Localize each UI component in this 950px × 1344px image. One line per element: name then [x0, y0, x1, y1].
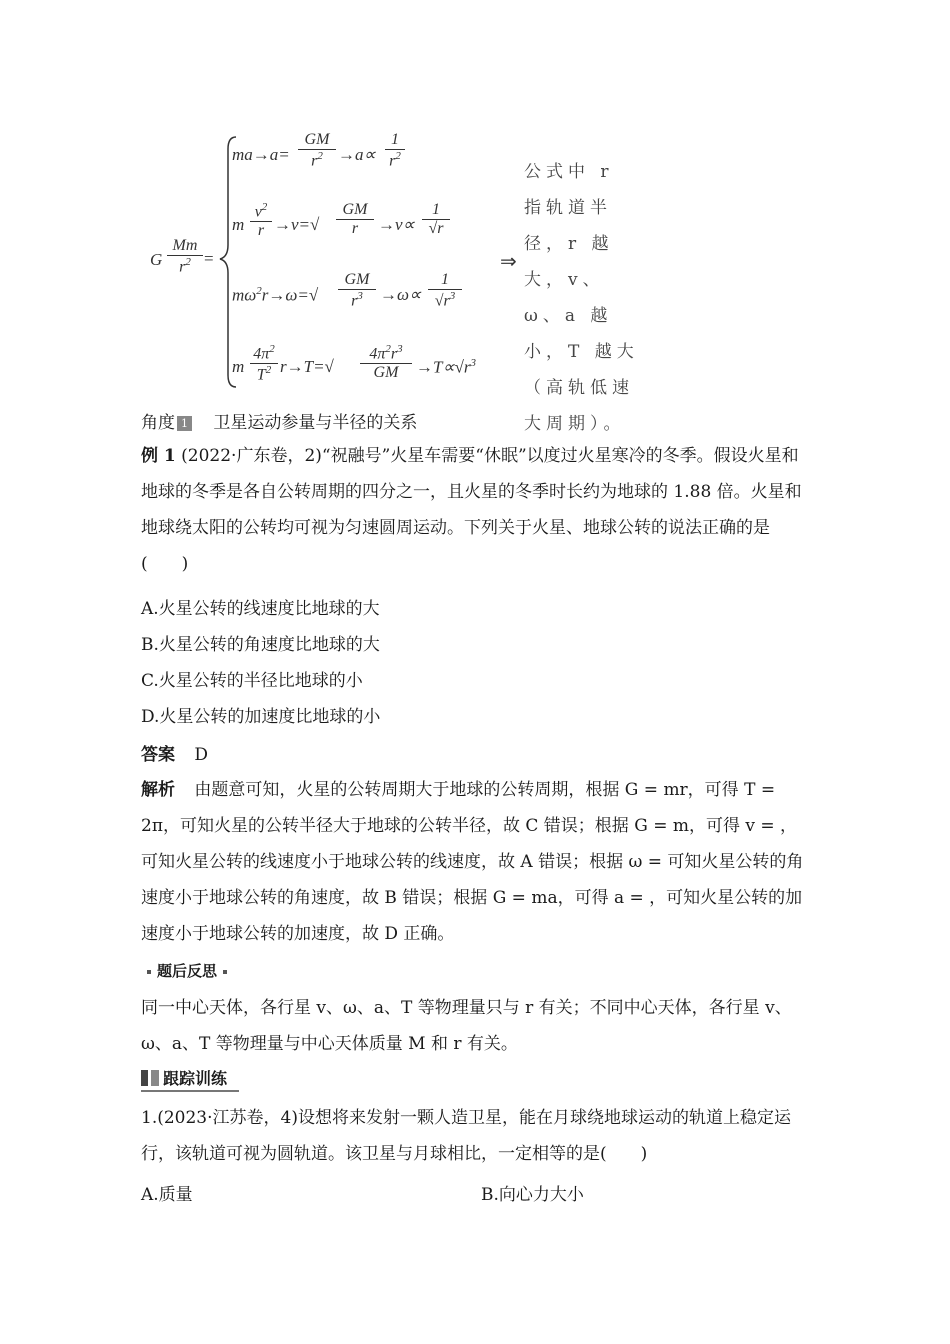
reflection-title: 题后反思 — [157, 962, 218, 980]
angle-title: 卫星运动参量与半径的关系 — [213, 413, 418, 433]
option-d: D.火星公转的加速度比地球的小 — [141, 707, 381, 727]
answer-value: D — [194, 745, 209, 765]
follow-heading — [141, 1066, 227, 1089]
angle-number-badge: 1 — [177, 416, 192, 431]
answer-line — [141, 740, 208, 765]
follow-title: 跟踪训练 — [163, 1069, 228, 1088]
implies-arrow: ⇒ — [500, 251, 517, 273]
example-text: (2022·广东卷，2)“祝融号”火星车需要“休眠”以度过火星寒冷的冬季。假设火星和地球的冬季是各自公转周期的四分之一，且火星的冬季时长约为地球的 1.88 倍。火星和地球绕太阳的公转均可视为匀速圆周运动。下列关于火星、地球公转的说法正确的是( ) — [141, 446, 802, 574]
analysis-label: 解析 — [141, 780, 175, 800]
question-1: 1.(2023·江苏卷，4)设想将来发射一颗人造卫星，能在月球绕地球运动的轨道上稳定运行，该轨道可视为圆轨道。该卫星与月球相比，一定相等的是( ) — [141, 1108, 791, 1164]
analysis-text: 由题意可知，火星的公转周期大于地球的公转周期，根据 G = mr，可得 T = 2π，可知火星的公转半径大于地球的公转半径，故 C 错误；根据 G = m，可得 v = ，可知火星公转的线速度小于地球公转的线速度，故 A 错误；根据 ω = 可知火星公转的角速度小于地球公转的角速度，故 B 错误；根据 G = ma，可得 a = ，可知火星公转的加速度小于地球公转的加速度，故 D 正确。 — [141, 780, 804, 944]
reflection-text: 同一中心天体，各行星 v、ω、a、T 等物理量只与 r 有关；不同中心天体，各行星 v、ω、a、T 等物理量与中心天体质量 M 和 r 有关。 — [141, 998, 792, 1054]
reflection-heading — [141, 960, 233, 981]
option-c: C.火星公转的半径比地球的小 — [141, 671, 363, 691]
option-a: A.火星公转的线速度比地球的大 — [141, 599, 380, 619]
dot-icon — [223, 970, 227, 974]
analysis-block — [141, 772, 813, 952]
q1-option-a: A.质量 — [141, 1185, 193, 1205]
formula-note: 公式中 r 指轨道半径，r 越大，v、ω、a 越小，T 越大（高轨低速大周期）。 — [524, 162, 639, 434]
q1-option-b: B.向心力大小 — [481, 1185, 584, 1205]
example-head: 例 1 — [141, 446, 176, 466]
example-question — [141, 438, 813, 582]
answer-label: 答案 — [141, 745, 175, 765]
formula-block: G $\frac{Mm}{r^2}$ = ma→a= $\frac{GM}{r^2}$ →a∝ $\frac{1}{r^2}$ m $\frac{v^2}{r}$ →v=√ $\frac{GM}{r}$ →v∝ $\frac{1}{√r}$ $m\omega^2r\to\omega=√$ $\frac{GM}{r^3}$ →ω∝ $\frac{1}{√r^3}$ m $\frac{4\pi^2}{T^2}$ r→T=√ $\frac{4\pi^2r^3}{GM}$ $\to T\propto√r^3$ ⇒ — [140, 125, 660, 395]
heading-underline — [141, 1090, 239, 1092]
option-b: B.火星公转的角速度比地球的大 — [141, 635, 380, 655]
section-bar-icon — [141, 1070, 159, 1086]
angle-heading — [141, 408, 417, 433]
dot-icon — [147, 970, 151, 974]
angle-label: 角度 — [141, 413, 175, 433]
